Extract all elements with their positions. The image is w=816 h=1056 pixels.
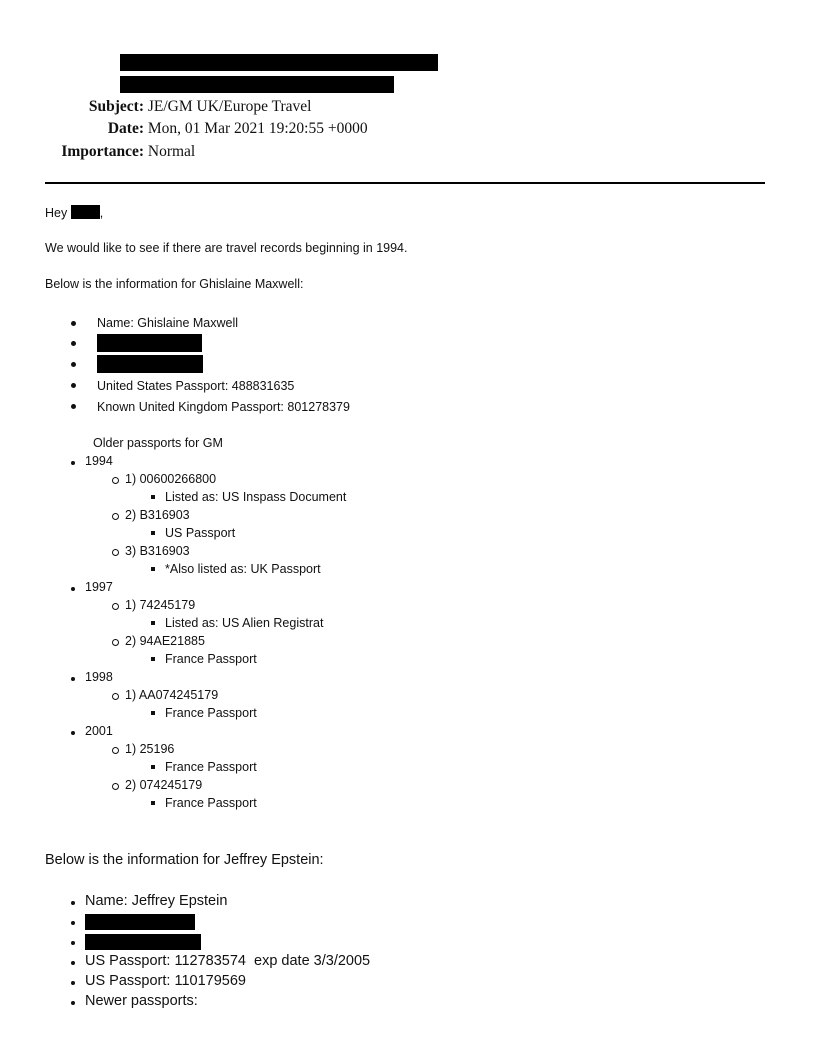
- date-row: [44, 119, 368, 139]
- sub-bullet: [112, 513, 119, 520]
- gm-item-uk-passport: Known United Kingdom Passport: 801278379: [97, 400, 350, 414]
- passport-note: *Also listed as: UK Passport: [165, 562, 321, 576]
- bullet: [71, 362, 76, 367]
- gm-heading: Below is the information for Ghislaine Maxwell:: [45, 277, 304, 291]
- passport-id: 1) AA074245179: [125, 688, 219, 702]
- redacted-recipient-name: [71, 205, 100, 219]
- year-label: 1997: [85, 580, 113, 594]
- bullet: [71, 404, 76, 409]
- passport-note: US Passport: [165, 526, 236, 540]
- passport-id: 1) 00600266800: [125, 472, 217, 486]
- bullet: [71, 587, 75, 591]
- passport-note: France Passport: [165, 796, 257, 810]
- passport-id: 1) 25196: [125, 742, 175, 756]
- sub-bullet: [112, 783, 119, 790]
- greeting-line: [45, 205, 103, 221]
- redacted-gm-item: [97, 355, 203, 373]
- subject-label: Subject:: [88, 98, 144, 115]
- bullet: [71, 901, 75, 905]
- passport-note: France Passport: [165, 760, 257, 774]
- passport-id: 3) B316903: [125, 544, 190, 558]
- je-item-name: Name: Jeffrey Epstein: [85, 893, 228, 909]
- passport-id: 2) 074245179: [125, 778, 203, 792]
- bullet: [71, 1001, 75, 1005]
- sub-sub-bullet: [151, 621, 155, 625]
- bullet: [71, 981, 75, 985]
- sub-bullet: [112, 549, 119, 556]
- redacted-to-line: [120, 76, 394, 93]
- redacted-from-line: [120, 54, 438, 71]
- bullet: [71, 383, 76, 388]
- older-passports-heading: Older passports for GM: [93, 436, 223, 450]
- importance-label: Importance:: [61, 143, 144, 160]
- passport-id: 2) 94AE21885: [125, 634, 205, 648]
- sub-sub-bullet: [151, 495, 155, 499]
- bullet: [71, 941, 75, 945]
- bullet: [71, 961, 75, 965]
- passport-id: 2) B316903: [125, 508, 190, 522]
- je-heading: Below is the information for Jeffrey Epstein:: [45, 852, 324, 868]
- redacted-je-item: [85, 934, 201, 950]
- sub-bullet: [112, 477, 119, 484]
- greeting-comma: ,: [99, 206, 104, 220]
- bullet: [71, 731, 75, 735]
- sub-sub-bullet: [151, 657, 155, 661]
- year-label: 1998: [85, 670, 113, 684]
- date-value: Mon, 01 Mar 2021 19:20:55 +0000: [147, 120, 368, 137]
- sub-bullet: [112, 747, 119, 754]
- year-label: 2001: [85, 724, 113, 738]
- bullet: [71, 341, 76, 346]
- year-label: 1994: [85, 454, 113, 468]
- intro-paragraph: We would like to see if there are travel records beginning in 1994.: [45, 241, 408, 255]
- je-item-newer-passports: Newer passports:: [85, 993, 198, 1009]
- bullet: [71, 321, 76, 326]
- je-item-us-passport-2: US Passport: 110179569: [85, 973, 246, 989]
- bullet: [71, 921, 75, 925]
- subject-row: [44, 97, 311, 117]
- greeting-text: Hey: [45, 206, 68, 220]
- subject-value: JE/GM UK/Europe Travel: [147, 98, 312, 115]
- gm-item-name: Name: Ghislaine Maxwell: [97, 316, 239, 330]
- redacted-gm-item: [97, 334, 202, 352]
- importance-value: Normal: [147, 143, 196, 160]
- sub-sub-bullet: [151, 801, 155, 805]
- sub-bullet: [112, 693, 119, 700]
- bullet: [71, 677, 75, 681]
- sub-sub-bullet: [151, 531, 155, 535]
- bullet: [71, 461, 75, 465]
- passport-note: Listed as: US Inspass Document: [165, 490, 347, 504]
- passport-note: France Passport: [165, 706, 257, 720]
- redacted-je-item: [85, 914, 195, 930]
- sub-sub-bullet: [151, 711, 155, 715]
- sub-sub-bullet: [151, 567, 155, 571]
- date-label: Date:: [107, 120, 144, 137]
- header-divider: [45, 182, 765, 184]
- gm-item-us-passport: United States Passport: 488831635: [97, 379, 295, 393]
- je-item-us-passport-1: US Passport: 112783574 exp date 3/3/2005: [85, 953, 371, 969]
- sub-sub-bullet: [151, 765, 155, 769]
- passport-note: Listed as: US Alien Registrat: [165, 616, 324, 630]
- importance-row: [44, 142, 195, 162]
- passport-id: 1) 74245179: [125, 598, 196, 612]
- sub-bullet: [112, 639, 119, 646]
- sub-bullet: [112, 603, 119, 610]
- passport-note: France Passport: [165, 652, 257, 666]
